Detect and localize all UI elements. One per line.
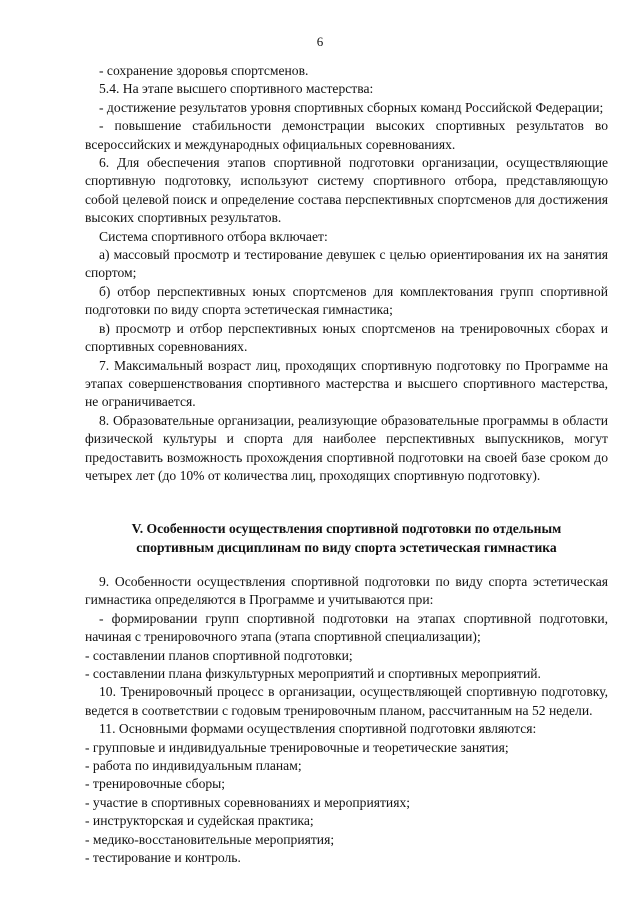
paragraph: 7. Максимальный возраст лиц, проходящих спортивную подготовку по Программе на этапах совершенствования спортивного мастерства и высшего спортивного мастерства, не ограничивается. — [85, 357, 608, 410]
list-item: - формировании групп спортивной подготовки на этапах спортивной подготовки, начиная с тренировочного этапа (этапа спортивной специализации); — [85, 610, 608, 645]
list-item: - составлении планов спортивной подготовки; — [85, 647, 353, 663]
list-item: - участие в спортивных соревнованиях и мероприятиях; — [85, 794, 411, 810]
paragraph: 5.4. На этапе высшего спортивного мастерства: — [99, 81, 374, 97]
paragraph: - сохранение здоровья спортсменов. — [99, 63, 309, 78]
list-item: - групповые и индивидуальные тренировочные и теоретические занятия; — [85, 739, 509, 755]
section-heading-line: V. Особенности осуществления спортивной подготовки по отдельным — [131, 521, 562, 536]
paragraph: 6. Для обеспечения этапов спортивной подготовки организации, осуществляющие спортивную подготовку, используют систему спортивного отбора, представляющую собой целевой поиск и определение состава перспективных спортсменов для достижения высоких спортивных результатов. — [85, 155, 608, 226]
list-item: - составлении плана физкультурных мероприятий и спортивных мероприятий. — [85, 666, 541, 682]
paragraph: 10. Тренировочный процесс в организации, осуществляющей спортивную подготовку, ведется в соответствии с годовым тренировочным планом, рассчитанным на 52 недели. — [85, 684, 608, 718]
list-item: - тренировочные сборы; — [85, 776, 226, 792]
list-item: - работа по индивидуальным планам; — [85, 758, 302, 774]
list-item: - инструкторская и судейская практика; — [85, 813, 314, 829]
paragraph: а) массовый просмотр и тестирование девушек с целью ориентирования их на занятия спортом; — [85, 247, 608, 281]
list-item: - медико-восстановительные мероприятия; — [85, 831, 335, 847]
text-block-bottom — [85, 573, 608, 868]
section-heading — [85, 520, 608, 557]
paragraph: в) просмотр и отбор перспективных юных спортсменов на тренировочных сборах и спортивных соревнованиях. — [85, 320, 608, 355]
paragraph: 8. Образовательные организации, реализующие образовательные программы в области физической культуры и спорта для наиболее перспективных выпускников, могут предоставить возможность прохождения спортивной подготовки на своей базе сроком до четырех лет (до 10% от количества лиц, проходящих спортивную подготовку). — [85, 412, 608, 483]
paragraph: 11. Основными формами осуществления спортивной подготовки являются: — [99, 721, 537, 737]
text-block-top — [85, 62, 608, 485]
list-item: - тестирование и контроль. — [85, 850, 241, 866]
page-number: 6 — [316, 34, 324, 49]
paragraph: 9. Особенности осуществления спортивной подготовки по виду спорта эстетическая гимнастика определяются в Программе и учитываются при: — [85, 574, 608, 608]
paragraph: - повышение стабильности демонстрации высоких спортивных результатов во всероссийских и международных официальных соревнованиях. — [85, 118, 608, 152]
paragraph: б) отбор перспективных юных спортсменов для комплектования групп спортивной подготовки по виду спорта эстетическая гимнастика; — [85, 283, 608, 318]
paragraph: Система спортивного отбора включает: — [99, 228, 328, 244]
paragraph: - достижение результатов уровня спортивных сборных команд Российской Федерации; — [99, 99, 604, 115]
section-heading-line: спортивным дисциплинам по виду спорта эстетическая гимнастика — [136, 539, 557, 555]
